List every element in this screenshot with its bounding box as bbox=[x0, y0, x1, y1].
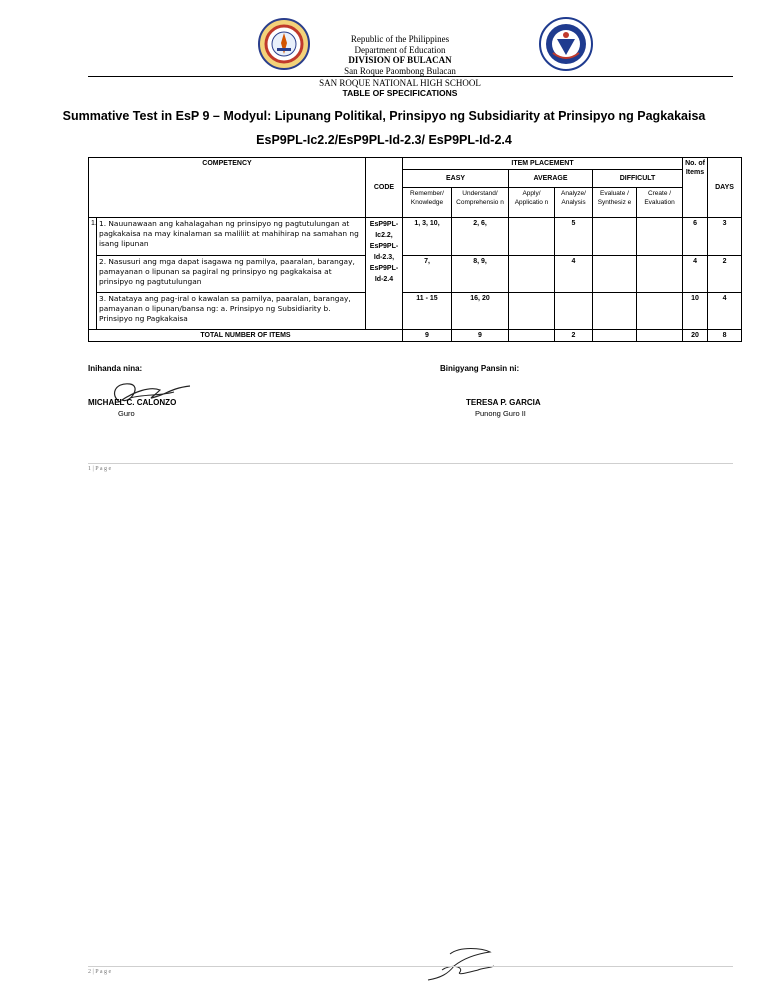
noted-by-role: Punong Guro II bbox=[475, 409, 526, 418]
header-item-placement: ITEM PLACEMENT bbox=[403, 158, 683, 170]
total-create bbox=[637, 330, 683, 342]
total-days: 8 bbox=[708, 330, 742, 342]
create-cell bbox=[637, 293, 683, 330]
understand-cell: 8, 9, bbox=[452, 256, 509, 293]
noted-by-label: Binigyang Pansin ni: bbox=[440, 364, 520, 373]
table-row bbox=[89, 256, 742, 293]
total-apply bbox=[509, 330, 555, 342]
page-title: Summative Test in EsP 9 – Modyul: Lipunang Politikal, Prinsipyo ng Subsidiarity at Prinsipyo ng Pagkakaisa bbox=[62, 109, 706, 123]
analyze-cell: 5 bbox=[555, 218, 593, 256]
header-school: SAN ROQUE NATIONAL HIGH SCHOOL bbox=[319, 78, 481, 88]
analyze-cell: 4 bbox=[555, 256, 593, 293]
total-understand: 9 bbox=[452, 330, 509, 342]
tos-table bbox=[88, 157, 742, 342]
header-create: Create / Evaluation bbox=[637, 188, 683, 218]
items-cell: 10 bbox=[683, 293, 708, 330]
competency-cell: 2. Nasusuri ang mga dapat isagawa ng pamilya, paaralan, barangay, pamayanan o lipunan sa pagiral ng prinsipyo ng pagkakaisa at prinsipyo ng pagtutulungan bbox=[97, 256, 366, 293]
items-cell: 6 bbox=[683, 218, 708, 256]
header-republic: Republic of the Philippines bbox=[350, 34, 450, 44]
days-cell: 2 bbox=[708, 256, 742, 293]
remember-cell: 11 - 15 bbox=[403, 293, 452, 330]
header-divider bbox=[88, 76, 733, 77]
table-row bbox=[89, 218, 742, 256]
header-average: AVERAGE bbox=[509, 170, 593, 188]
apply-cell bbox=[509, 256, 555, 293]
header-address: San Roque Paombong Bulacan bbox=[344, 66, 456, 76]
deped-seal-logo bbox=[539, 17, 593, 71]
header-days: DAYS bbox=[708, 158, 742, 218]
header-no-items: No. of Items bbox=[683, 158, 708, 218]
signature-image bbox=[420, 944, 500, 984]
apply-cell bbox=[509, 293, 555, 330]
table-total-row bbox=[89, 330, 742, 342]
prepared-by-name: MICHAEL C. CALONZO bbox=[88, 398, 177, 407]
total-items: 20 bbox=[683, 330, 708, 342]
evaluate-cell bbox=[593, 218, 637, 256]
total-analyze: 2 bbox=[555, 330, 593, 342]
total-evaluate bbox=[593, 330, 637, 342]
items-cell: 4 bbox=[683, 256, 708, 293]
header-division: DIVISION OF BULACAN bbox=[348, 55, 452, 65]
create-cell bbox=[637, 256, 683, 293]
competency-cell: 3. Natataya ang pag-iral o kawalan sa pamilya, paaralan, barangay, pamayanan o lipunan/bansa ng: a. Prinsipyo ng Subsidiarity b. Prinsipyo ng Pagkakaisa bbox=[97, 293, 366, 330]
days-cell: 4 bbox=[708, 293, 742, 330]
header-difficult: DIFFICULT bbox=[593, 170, 683, 188]
total-label: TOTAL NUMBER OF ITEMS bbox=[89, 330, 403, 342]
header-department: Department of Education bbox=[354, 45, 446, 55]
page-number-2: 2 | P a g e bbox=[88, 969, 112, 975]
days-cell: 3 bbox=[708, 218, 742, 256]
table-header-row-1 bbox=[89, 158, 742, 170]
header-remember: Remember/ Knowledge bbox=[403, 188, 452, 218]
prepared-by-label: Inihanda nina: bbox=[88, 364, 143, 373]
header-doc-type: TABLE OF SPECIFICATIONS bbox=[342, 88, 458, 98]
remember-cell: 1, 3, 10, bbox=[403, 218, 452, 256]
row-marker: 1. bbox=[89, 218, 97, 330]
header-evaluate: Evaluate / Synthesiz e bbox=[593, 188, 637, 218]
page-subtitle: EsP9PL-Ic2.2/EsP9PL-Id-2.3/ EsP9PL-Id-2.4 bbox=[256, 133, 512, 147]
remember-cell: 7, bbox=[403, 256, 452, 293]
table-row bbox=[89, 293, 742, 330]
total-remember: 9 bbox=[403, 330, 452, 342]
header-code: CODE bbox=[366, 158, 403, 218]
code-cell: EsP9PL-Ic2.2, EsP9PL-Id-2.3, EsP9PL-Id-2.4 bbox=[366, 218, 403, 330]
evaluate-cell bbox=[593, 256, 637, 293]
evaluate-cell bbox=[593, 293, 637, 330]
apply-cell bbox=[509, 218, 555, 256]
competency-cell: 1. Nauunawaan ang kahalagahan ng prinsipyo ng pagtutulungan at pagkakaisa na may kinalaman sa maliliit at mahihirap na samahan ng isang lipunan bbox=[97, 218, 366, 256]
analyze-cell bbox=[555, 293, 593, 330]
understand-cell: 16, 20 bbox=[452, 293, 509, 330]
header-easy: EASY bbox=[403, 170, 509, 188]
header-understand: Understand/ Comprehensio n bbox=[452, 188, 509, 218]
noted-by-name: TERESA P. GARCIA bbox=[466, 398, 541, 407]
page-footer-divider bbox=[88, 463, 733, 464]
understand-cell: 2, 6, bbox=[452, 218, 509, 256]
create-cell bbox=[637, 218, 683, 256]
prepared-by-role: Guro bbox=[118, 409, 135, 418]
page-number-1: 1 | P a g e bbox=[88, 466, 112, 472]
header-analyze: Analyze/ Analysis bbox=[555, 188, 593, 218]
page-footer-divider bbox=[88, 966, 733, 967]
header-competency: COMPETENCY bbox=[89, 158, 366, 218]
header-apply: Apply/ Applicatio n bbox=[509, 188, 555, 218]
